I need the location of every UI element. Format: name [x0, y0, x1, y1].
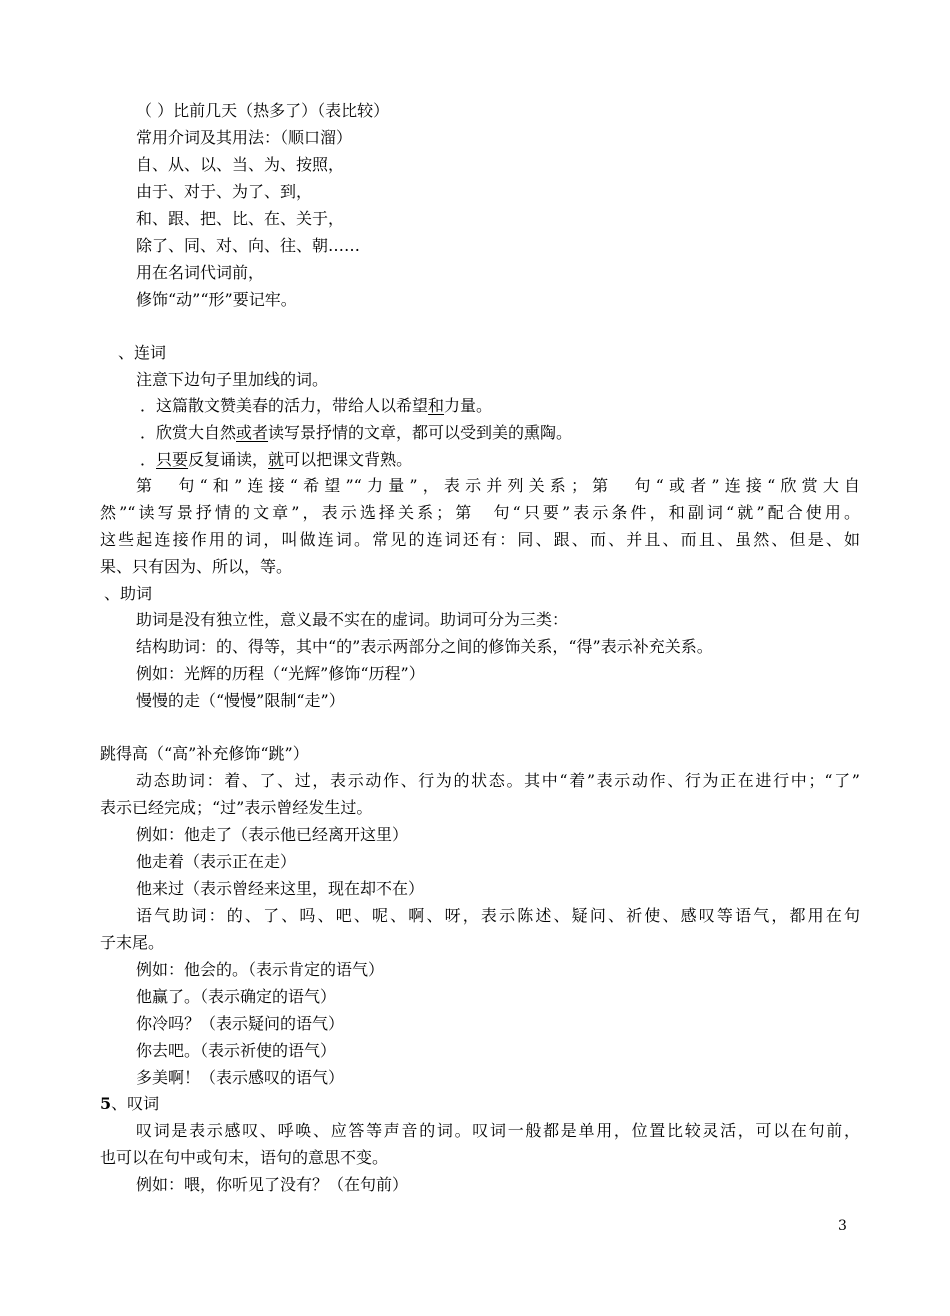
text-line: 他赢了。（表示确定的语气）: [136, 987, 337, 1006]
text-line: 第 句“和”连接“希望”“力量”，表示并列关系；第 句“或者”连接“欣赏大自: [136, 476, 860, 495]
text-line: 用在名词代词前，: [136, 263, 265, 282]
text-line: 叹词是表示感叹、呼唤、应答等声音的词。叹词一般都是单用，位置比较灵活，可以在句前，: [136, 1121, 860, 1140]
text-line: 这些起连接作用的词，叫做连词。常见的连词还有：同、跟、而、并且、而且、虽然、但是、如: [100, 530, 860, 549]
sentence-text: 读写景抒情的文章，都可以受到美的熏陶。: [268, 423, 573, 442]
text-line: 然”“读写景抒情的文章”，表示选择关系；第 句“只要”表示条件，和副词“就”配合使用。: [100, 503, 860, 522]
underlined-word: 和: [428, 396, 445, 415]
text-line: 也可以在句中或句末，语句的意思不变。: [100, 1148, 389, 1167]
sentence-text: 力量。: [444, 396, 493, 415]
text-line: 例如：他走了（表示他已经离开这里）: [136, 825, 409, 844]
text-line: 由于、对于、为了、到，: [136, 182, 313, 201]
text-line: 你冷吗？（表示疑问的语气）: [136, 1014, 345, 1033]
section-heading-conjunction: 、连词: [118, 343, 167, 362]
sentence-text: ．: [140, 450, 157, 469]
text-line: 常用介词及其用法：（顺口溜）: [136, 128, 353, 147]
sentence-text: 可以把课文背熟。: [284, 450, 413, 469]
sentence-text: 反复诵读，: [188, 450, 269, 469]
example-sentence: [140, 450, 412, 470]
text-line: 例如：光辉的历程（“光辉”修饰“历程”）: [136, 664, 425, 683]
text-line: 修饰“动”“形”要记牢。: [136, 290, 297, 309]
text-line: 表示已经完成；“过”表示曾经发生过。: [100, 798, 373, 817]
text-line: 例如：喂，你听见了没有？（在句前）: [136, 1175, 409, 1194]
text-line: 多美啊！（表示感叹的语气）: [136, 1068, 345, 1087]
text-line: 动态助词：着、了、过，表示动作、行为的状态。其中“着”表示动作、行为正在进行中；“了”: [136, 771, 860, 790]
text-line: 慢慢的走（“慢慢”限制“走”）: [136, 691, 345, 710]
section-heading-particle: 、助词: [104, 584, 153, 603]
text-line: 自、从、以、当、为、按照，: [136, 155, 345, 174]
text-line: 语气助词：的、了、吗、吧、呢、啊、呀，表示陈述、疑问、祈使、感叹等语气，都用在句: [136, 906, 860, 925]
page-number: 3: [838, 1218, 847, 1234]
text-line: 例如：他会的。（表示肯定的语气）: [136, 960, 385, 979]
underlined-word: 或者: [236, 423, 269, 442]
text-line: 果、只有因为、所以，等。: [100, 557, 293, 576]
section-heading-interjection: [100, 1094, 159, 1114]
text-line: 和、跟、把、比、在、关于，: [136, 209, 345, 228]
text-line: （ ）比前几天（热多了）（表比较）: [136, 101, 390, 120]
sentence-text: ．这篇散文赞美春的活力，带给人以希望: [140, 396, 429, 415]
text-line: 结构助词：的、得等，其中“的”表示两部分之间的修饰关系，“得”表示补充关系。: [136, 637, 713, 656]
text-line: 助词是没有独立性，意义最不实在的虚词。助词可分为三类：: [136, 610, 569, 629]
text-line: 注意下边句子里加线的词。: [136, 370, 329, 389]
example-sentence: [140, 423, 572, 443]
text-line: 除了、同、对、向、往、朝……: [136, 236, 361, 255]
example-sentence: [140, 396, 492, 416]
text-line: 你去吧。（表示祈使的语气）: [136, 1041, 337, 1060]
section-number: 5: [100, 1094, 112, 1113]
text-line: 跳得高（“高”补充修饰“跳”）: [100, 744, 309, 763]
underlined-word: 就: [268, 450, 285, 469]
underlined-word: 只要: [156, 450, 189, 469]
text-line: 他走着（表示正在走）: [136, 852, 297, 871]
text-line: 他来过（表示曾经来这里，现在却不在）: [136, 879, 425, 898]
sentence-text: ．欣赏大自然: [140, 423, 237, 442]
text-line: 子末尾。: [100, 933, 165, 952]
section-title: 、叹词: [111, 1094, 160, 1113]
